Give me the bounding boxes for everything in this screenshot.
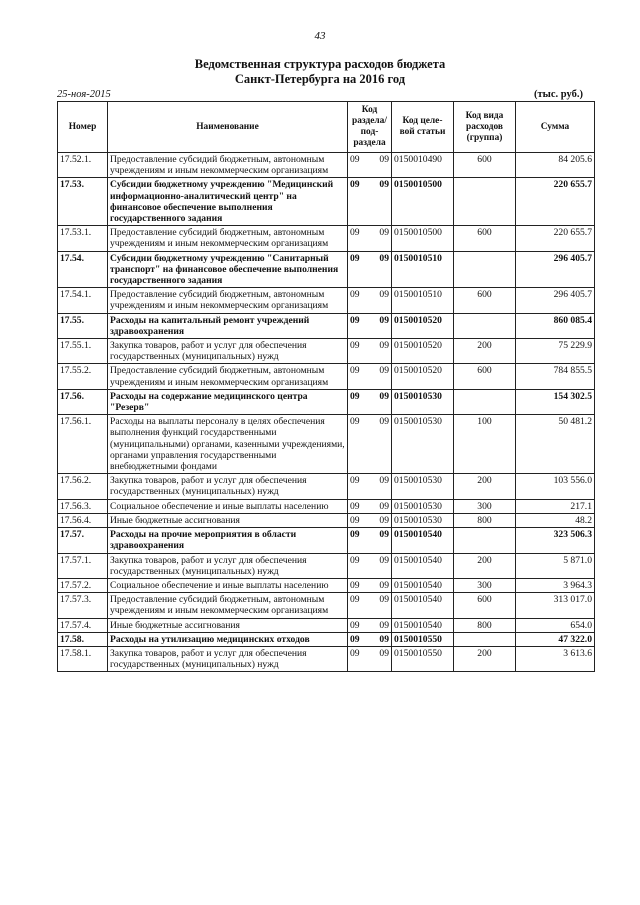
subsection-code: 09 xyxy=(379,289,389,301)
table-row xyxy=(58,499,595,513)
row-section-code xyxy=(348,288,392,313)
row-name: Социальное обеспечение и иные выплаты населению xyxy=(108,578,348,592)
row-amount: 860 085.4 xyxy=(516,313,595,338)
row-number: 17.58. xyxy=(58,632,108,646)
title-line-2: Санкт-Петербурга на 2016 год xyxy=(234,72,406,86)
table-row xyxy=(58,474,595,499)
row-name: Расходы на содержание медицинского центра "Резерв" xyxy=(108,389,348,414)
subsection-code: 09 xyxy=(379,514,389,526)
row-amount: 654.0 xyxy=(516,618,595,632)
row-target-code: 0150010510 xyxy=(392,251,454,288)
table-row xyxy=(58,618,595,632)
row-amount: 217.1 xyxy=(516,499,595,513)
row-section-code xyxy=(348,474,392,499)
row-number: 17.52.1. xyxy=(58,153,108,178)
row-target-code: 0150010520 xyxy=(392,339,454,364)
row-expense-type: 600 xyxy=(454,153,516,178)
row-number: 17.58.1. xyxy=(58,646,108,671)
row-number: 17.57.2. xyxy=(58,578,108,592)
subsection-code: 09 xyxy=(379,633,389,645)
section-code: 09 xyxy=(350,529,360,541)
subsection-code: 09 xyxy=(379,340,389,352)
row-number: 17.53. xyxy=(58,178,108,226)
row-expense-type xyxy=(454,632,516,646)
section-code: 09 xyxy=(350,340,360,352)
row-section-code xyxy=(348,364,392,389)
header-name: Наименование xyxy=(108,102,348,153)
row-name: Расходы на прочие мероприятия в области здравоохранения xyxy=(108,528,348,553)
row-amount: 47 322.0 xyxy=(516,632,595,646)
subsection-code: 09 xyxy=(379,390,389,402)
row-target-code: 0150010550 xyxy=(392,632,454,646)
row-expense-type xyxy=(454,389,516,414)
title-line-1: Ведомственная структура расходов бюджета xyxy=(194,57,446,71)
table-row xyxy=(58,632,595,646)
row-number: 17.57.4. xyxy=(58,618,108,632)
row-name: Субсидии бюджетному учреждению "Медицинский информационно-аналитический центр" на финансовое обеспечение выполнения государственного задания xyxy=(108,178,348,226)
row-amount: 84 205.6 xyxy=(516,153,595,178)
row-name: Расходы на утилизацию медицинских отходов xyxy=(108,632,348,646)
row-target-code: 0150010510 xyxy=(392,288,454,313)
row-target-code: 0150010540 xyxy=(392,593,454,618)
row-number: 17.56.3. xyxy=(58,499,108,513)
table-row xyxy=(58,578,595,592)
row-amount: 323 506.3 xyxy=(516,528,595,553)
subsection-code: 09 xyxy=(379,647,389,659)
row-amount: 220 655.7 xyxy=(516,226,595,251)
row-number: 17.56.2. xyxy=(58,474,108,499)
row-name: Расходы на капитальный ремонт учреждений здравоохранения xyxy=(108,313,348,338)
row-section-code xyxy=(348,513,392,527)
row-target-code: 0150010530 xyxy=(392,513,454,527)
row-number: 17.54. xyxy=(58,251,108,288)
row-section-code xyxy=(348,499,392,513)
row-section-code xyxy=(348,226,392,251)
row-name: Закупка товаров, работ и услуг для обеспечения государственных (муниципальных) нужд xyxy=(108,553,348,578)
subsection-code: 09 xyxy=(379,314,389,326)
units-label: (тыс. руб.) xyxy=(534,89,583,100)
row-number: 17.57.1. xyxy=(58,553,108,578)
row-section-code xyxy=(348,618,392,632)
row-number: 17.56. xyxy=(58,389,108,414)
document-title xyxy=(0,57,640,87)
row-section-code xyxy=(348,313,392,338)
row-number: 17.57.3. xyxy=(58,593,108,618)
row-section-code xyxy=(348,632,392,646)
row-name: Субсидии бюджетному учреждению "Санитарный транспорт" на финансовое обеспечение выполнения государственного задания xyxy=(108,251,348,288)
row-expense-type: 300 xyxy=(454,578,516,592)
table-row xyxy=(58,339,595,364)
subsection-code: 09 xyxy=(379,179,389,191)
row-amount: 784 855.5 xyxy=(516,364,595,389)
subsection-code: 09 xyxy=(379,416,389,428)
section-code: 09 xyxy=(350,390,360,402)
section-code: 09 xyxy=(350,227,360,239)
table-row xyxy=(58,153,595,178)
section-code: 09 xyxy=(350,154,360,165)
section-code: 09 xyxy=(350,554,360,566)
row-target-code: 0150010530 xyxy=(392,474,454,499)
subsection-code: 09 xyxy=(379,475,389,487)
header-target: Код целе- вой статьи xyxy=(392,102,454,153)
section-code: 09 xyxy=(350,633,360,645)
row-name: Закупка товаров, работ и услуг для обеспечения государственных (муниципальных) нужд xyxy=(108,474,348,499)
section-code: 09 xyxy=(350,252,360,264)
section-code: 09 xyxy=(350,179,360,191)
row-amount: 75 229.9 xyxy=(516,339,595,364)
section-code: 09 xyxy=(350,289,360,301)
table-row xyxy=(58,178,595,226)
row-expense-type: 300 xyxy=(454,499,516,513)
row-name: Предоставление субсидий бюджетным, автономным учреждениям и иным некоммерческим организациям xyxy=(108,593,348,618)
row-target-code: 0150010490 xyxy=(392,153,454,178)
row-number: 17.53.1. xyxy=(58,226,108,251)
section-code: 09 xyxy=(350,579,360,591)
row-section-code xyxy=(348,251,392,288)
row-section-code xyxy=(348,593,392,618)
row-amount: 296 405.7 xyxy=(516,251,595,288)
row-expense-type: 200 xyxy=(454,474,516,499)
row-expense-type: 600 xyxy=(454,226,516,251)
row-expense-type xyxy=(454,313,516,338)
table-row xyxy=(58,364,595,389)
table-row xyxy=(58,593,595,618)
row-expense-type: 800 xyxy=(454,618,516,632)
document-date: 25-ноя-2015 xyxy=(57,89,111,100)
row-name: Иные бюджетные ассигнования xyxy=(108,618,348,632)
section-code: 09 xyxy=(350,475,360,487)
row-target-code: 0150010550 xyxy=(392,646,454,671)
row-number: 17.56.4. xyxy=(58,513,108,527)
subsection-code: 09 xyxy=(379,529,389,541)
row-amount: 103 556.0 xyxy=(516,474,595,499)
row-target-code: 0150010540 xyxy=(392,578,454,592)
subsection-code: 09 xyxy=(379,500,389,512)
row-amount: 48.2 xyxy=(516,513,595,527)
row-expense-type xyxy=(454,528,516,553)
page-number: 43 xyxy=(314,30,326,42)
row-amount: 313 017.0 xyxy=(516,593,595,618)
row-target-code: 0150010530 xyxy=(392,415,454,474)
table-row xyxy=(58,553,595,578)
row-target-code: 0150010530 xyxy=(392,389,454,414)
row-section-code xyxy=(348,178,392,226)
row-target-code: 0150010530 xyxy=(392,499,454,513)
row-section-code xyxy=(348,339,392,364)
section-code: 09 xyxy=(350,514,360,526)
row-expense-type: 600 xyxy=(454,288,516,313)
header-expense-type: Код вида расходов (группа) xyxy=(454,102,516,153)
row-section-code xyxy=(348,578,392,592)
row-name: Закупка товаров, работ и услуг для обеспечения государственных (муниципальных) нужд xyxy=(108,646,348,671)
subsection-code: 09 xyxy=(379,554,389,566)
row-expense-type: 800 xyxy=(454,513,516,527)
row-section-code xyxy=(348,415,392,474)
budget-table xyxy=(57,101,595,672)
row-amount: 154 302.5 xyxy=(516,389,595,414)
row-name: Предоставление субсидий бюджетным, автономным учреждениям и иным некоммерческим организациям xyxy=(108,153,348,178)
row-number: 17.55. xyxy=(58,313,108,338)
row-amount: 5 871.0 xyxy=(516,553,595,578)
subsection-code: 09 xyxy=(379,579,389,591)
row-expense-type: 200 xyxy=(454,553,516,578)
row-target-code: 0150010500 xyxy=(392,178,454,226)
row-name: Предоставление субсидий бюджетным, автономным учреждениям и иным некоммерческим организациям xyxy=(108,364,348,389)
table-row xyxy=(58,313,595,338)
section-code: 09 xyxy=(350,365,360,377)
row-name: Предоставление субсидий бюджетным, автономным учреждениям и иным некоммерческим организациям xyxy=(108,226,348,251)
row-expense-type xyxy=(454,178,516,226)
row-target-code: 0150010540 xyxy=(392,553,454,578)
row-section-code xyxy=(348,528,392,553)
row-amount: 3 964.3 xyxy=(516,578,595,592)
row-expense-type: 600 xyxy=(454,364,516,389)
row-number: 17.57. xyxy=(58,528,108,553)
row-expense-type: 200 xyxy=(454,339,516,364)
row-section-code xyxy=(348,646,392,671)
row-name: Расходы на выплаты персоналу в целях обеспечения выполнения функций государственными (муниципальными) органами, казенными учреждениями, органами управления государственными внебюджетными фондами xyxy=(108,415,348,474)
section-code: 09 xyxy=(350,416,360,428)
table-row xyxy=(58,389,595,414)
row-amount: 296 405.7 xyxy=(516,288,595,313)
row-target-code: 0150010500 xyxy=(392,226,454,251)
table-row xyxy=(58,226,595,251)
subsection-code: 09 xyxy=(379,619,389,631)
row-target-code: 0150010540 xyxy=(392,528,454,553)
subsection-code: 09 xyxy=(379,252,389,264)
table-row xyxy=(58,288,595,313)
section-code: 09 xyxy=(350,594,360,606)
row-name: Закупка товаров, работ и услуг для обеспечения государственных (муниципальных) нужд xyxy=(108,339,348,364)
row-target-code: 0150010520 xyxy=(392,364,454,389)
row-amount: 50 481.2 xyxy=(516,415,595,474)
section-code: 09 xyxy=(350,647,360,659)
row-number: 17.55.2. xyxy=(58,364,108,389)
table-row xyxy=(58,646,595,671)
row-name: Социальное обеспечение и иные выплаты населению xyxy=(108,499,348,513)
section-code: 09 xyxy=(350,619,360,631)
row-section-code xyxy=(348,153,392,178)
row-target-code: 0150010520 xyxy=(392,313,454,338)
row-expense-type: 600 xyxy=(454,593,516,618)
row-amount: 3 613.6 xyxy=(516,646,595,671)
subsection-code: 09 xyxy=(379,594,389,606)
table-row xyxy=(58,528,595,553)
row-expense-type: 100 xyxy=(454,415,516,474)
table-header xyxy=(58,102,595,153)
row-amount: 220 655.7 xyxy=(516,178,595,226)
table-row xyxy=(58,251,595,288)
table-body xyxy=(58,153,595,672)
row-expense-type xyxy=(454,251,516,288)
row-name: Иные бюджетные ассигнования xyxy=(108,513,348,527)
header-amount: Сумма xyxy=(516,102,595,153)
subsection-code: 09 xyxy=(379,154,389,165)
row-section-code xyxy=(348,553,392,578)
subsection-code: 09 xyxy=(379,365,389,377)
row-name: Предоставление субсидий бюджетным, автономным учреждениям и иным некоммерческим организациям xyxy=(108,288,348,313)
row-number: 17.56.1. xyxy=(58,415,108,474)
section-code: 09 xyxy=(350,314,360,326)
subsection-code: 09 xyxy=(379,227,389,239)
table-row xyxy=(58,415,595,474)
row-number: 17.54.1. xyxy=(58,288,108,313)
section-code: 09 xyxy=(350,500,360,512)
row-number: 17.55.1. xyxy=(58,339,108,364)
row-section-code xyxy=(348,389,392,414)
header-number: Номер xyxy=(58,102,108,153)
row-expense-type: 200 xyxy=(454,646,516,671)
table-row xyxy=(58,513,595,527)
row-target-code: 0150010540 xyxy=(392,618,454,632)
header-section: Код раздела/ под- раздела xyxy=(348,102,392,153)
